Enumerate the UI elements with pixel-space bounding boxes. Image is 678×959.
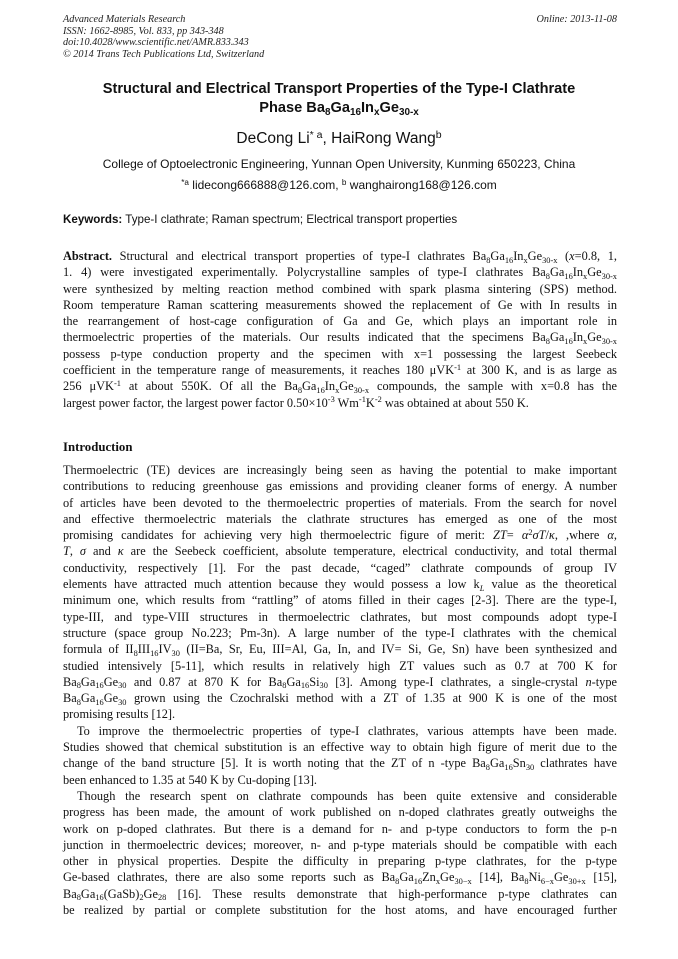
abstract-line: possess p-type conduction property and the specimen with x=1 possessing the largest Seebeck — [63, 346, 617, 361]
author-2: HaiRong Wang — [331, 130, 436, 147]
intro-line: To improve the thermoelectric properties of type-I clathrates, various attempts have been made. — [77, 723, 617, 738]
introduction-body — [63, 462, 617, 918]
online-date: Online: 2013-11-08 — [536, 14, 617, 25]
abstract-line: thermoelectric properties of the materials. Our results indicated that the specimens $Ba_8Ga_{16}In_xGe_{30-x}$ — [63, 330, 617, 346]
intro-line: Though the research spent on clathrate compounds has been quite extensive and considerable — [77, 788, 617, 803]
intro-line: $Ba_8Ga_{16}(GaSb)_2Ge_{28}$ [16]. These results demonstrate that high-performance p-type clathrates can — [63, 886, 617, 903]
intro-line: minimum one, which results from “rattling” of atoms filled in their cages [2-3]. There are the type-I, — [63, 593, 617, 608]
section-heading-introduction: Introduction — [63, 440, 133, 454]
intro-line: be realized by partial or complete substitution for the host atoms, and have encouraged further — [63, 903, 617, 918]
intro-line: formula of $II_8III_{16}IV_{30}$ (II=Ba, Sr, Eu, III=Al, Ga, In, and IV= Si, Ge, Sn) have been synthesized and — [63, 642, 618, 658]
intro-line: conductivity, respectively [1]. For the past decade, “caged” clathrate compounds of group IV — [63, 560, 617, 575]
intro-line: work on p-doped clathrates. But there is a demand for n- and p-type conductors to form the p-n — [63, 821, 617, 836]
abstract-line: largest power factor, the largest power factor $0.50\times 10^{-3}$ $Wm^{-1}K^{-2}$ was obtained at about 550 K. — [63, 395, 529, 410]
journal-name: Advanced Materials Research — [63, 14, 186, 25]
intro-line: Ge-based clathrates, there are also some reports such as $Ba_8Ga_{16}Zn_xGe_{30-x}$ [14], $Ba_8Ni_{6-x}Ge_{30+x}$ [15], — [63, 870, 617, 886]
doi-line: doi:10.4028/www.scientific.net/AMR.833.343 — [63, 37, 249, 49]
intro-line: T, σ and κ are the Seebeck coefficient, absolute temperature, electrical conductivity, and total thermal — [63, 544, 618, 559]
intro-line: progress has been made, the amount of work published on n-doped clathrates greatly outweighs the — [63, 805, 617, 820]
author-1: DeCong Li — [236, 130, 310, 147]
abstract — [63, 248, 617, 411]
intro-line: promising results [12]. — [63, 707, 176, 722]
abstract-line: 1. 4) were investigated experimentally. Polycrystalline samples of type-I clathrates $Ba_8Ga_{16}In_xGe_{30-x}$ — [63, 265, 617, 281]
intro-line: $Ba_8Ga_{16}Ge_{30}$ grown using the Czochralski method with a ZT of 1.35 at 900 K is one of the most — [63, 691, 617, 707]
abstract-line: coefficient in the temperature range of measurements, it reaches 180 μVK$^{-1}$ at 300 K, and is as large as — [63, 362, 617, 378]
intro-line: elements have attracted much attention because they would possess a low $k_L$ value as the theoretical — [63, 577, 617, 593]
intro-line: been enhanced to 1.35 at 540 K by Cu-doping [13]. — [63, 772, 318, 787]
title-line-2: Phase $Ba_8Ga_{16}In_xGe_{30-x}$ — [259, 100, 419, 118]
intro-line: Thermoelectric (TE) devices are increasingly being seen as having the potential to make important — [63, 463, 617, 477]
intro-line: promising candidates for achieving very high thermoelectric figure of merit: $ZT= \alpha^2\sigma T/\kappa$, ,where α, — [63, 528, 617, 543]
intro-line: $Ba_8Ga_{16}Ge_{30}$ and 0.87 at 870 K for $Ba_8Ga_{16}Si_{30}$ [3]. Among type-I clathrates, a single-crystal n-type — [63, 674, 617, 691]
intro-line: junction in thermoelectric devices; moreover, n- and p-type materials should be compatible with each — [63, 837, 617, 852]
intro-line: studied intensively [5-11], which results in relatively high ZT values such as 0.7 at 700 K for — [63, 658, 617, 673]
abstract-line: Abstract. Structural and electrical transport properties of type-I clathrates $Ba_8Ga_{16}In_xGe_{30-x}$ (x=0.8, 1, — [63, 249, 617, 265]
issn-line: ISSN: 1662-8985, Vol. 833, pp 343-348 — [63, 25, 224, 37]
abstract-line: the rearrangement of host-cage configuration of Ga and Ge, which plays an important role in — [63, 314, 617, 329]
intro-line: other in physical properties. Despite the difficulty in preparing p-type clathrates, for the p-type — [63, 854, 617, 869]
author-1-mark: * a — [309, 128, 323, 141]
author-2-mark: b — [435, 128, 442, 141]
intro-line: type-III, and type-VIII structures in thermoelectric clathrates, but most compounds adopt type-I — [63, 609, 617, 624]
email-a: lidecong666888@126.com, — [188, 178, 342, 192]
affiliation: College of Optoelectronic Engineering, Yunnan Open University, Kunming 650223, China — [102, 157, 576, 171]
email-b: wanghairong168@126.com — [346, 178, 497, 192]
paper-title — [60, 80, 618, 118]
author-emails: $^{*a}$ lidecong666888@126.com, $^b$ wanghairong168@126.com — [181, 177, 497, 192]
copyright-line: © 2014 Trans Tech Publications Ltd, Switzerland — [63, 48, 265, 60]
title-line-1: Structural and Electrical Transport Properties of the Type-I Clathrate — [102, 81, 576, 97]
keywords — [63, 213, 617, 226]
intro-line: of articles have been devoted to the thermoelectric properties of materials. From the search for novel — [63, 495, 617, 510]
keywords-label: Keywords: — [63, 213, 123, 226]
abstract-line: were synthesized by melting reaction method combined with spark plasma sintering (SPS) method. — [63, 281, 617, 296]
abstract-line: Room temperature Raman scattering measurements showed the replacement of Ge with In results in — [63, 297, 617, 312]
intro-line: Studies showed that chemical substitution is an effective way to obtain high figure of merit due to the — [63, 740, 617, 755]
author-list: DeCong Li$^{* a}$, HaiRong Wang$^b$ — [236, 128, 442, 147]
journal-header — [63, 14, 617, 60]
abstract-line: 256 μVK$^{-1}$ at about 550K. Of all the $Ba_8Ga_{16}In_xGe_{30-x}$ compounds, the sample with x=0.8 has the — [63, 379, 617, 395]
keywords-text: Type-I clathrate; Raman spectrum; Electrical transport properties — [122, 213, 458, 226]
intro-line: and effective thermoelectric materials the clathrate structures has emerged as one of the most — [63, 511, 617, 526]
intro-line: structure (space group No.223; Pm-3n). A large number of the type-I clathrates with the chemical — [63, 625, 617, 640]
intro-line: contributions to reducing greenhouse gas emissions and providing cleaner forms of energy. A number — [63, 479, 617, 494]
intro-line: change of the band structure [5]. It is worth noting that the ZT of n -type $Ba_8Ga_{16}Sn_{30}$ clathrates have — [63, 756, 617, 772]
